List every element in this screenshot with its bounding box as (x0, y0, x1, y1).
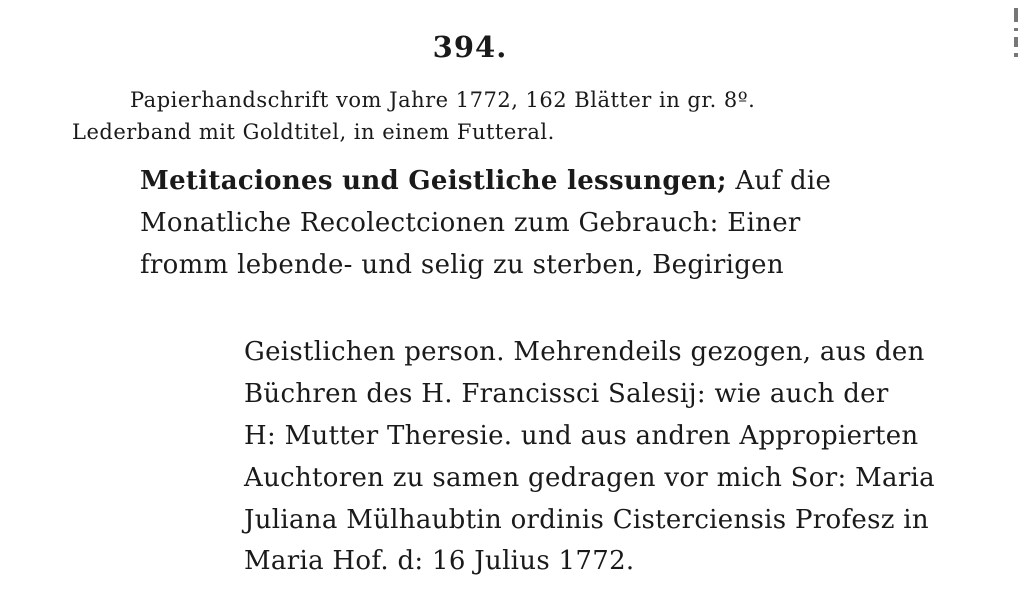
page-number: 394. (432, 30, 508, 64)
body-line-3: H: Mutter Theresie. und aus andren Appropierten (244, 421, 919, 451)
title-line-2: Monatliche Recolectcionen zum Gebrauch: Einer (140, 208, 801, 238)
body-line-6: Maria Hof. d: 16 Julius 1772. (244, 546, 635, 576)
scan-edge-marks (1014, 8, 1020, 68)
body-line-5: Juliana Mülhaubtin ordinis Cisterciensis Profesz in (244, 505, 929, 535)
title-line-1-rest: Auf die (726, 166, 832, 196)
manuscript-description-line-1: Papierhandschrift vom Jahre 1772, 162 Blätter in gr. 8º. (130, 88, 756, 112)
title-line-1 (140, 166, 831, 196)
body-line-2: Büchren des H. Francissci Salesij: wie auch der (244, 379, 889, 409)
manuscript-description-line-2: Lederband mit Goldtitel, in einem Futteral. (72, 120, 555, 144)
title-line-3: fromm lebende- und selig zu sterben, Begirigen (140, 250, 784, 280)
body-line-4: Auchtoren zu samen gedragen vor mich Sor: Maria (244, 463, 935, 493)
bold-title: Metitaciones und Geistliche lessungen; (140, 166, 727, 196)
body-line-1: Geistlichen person. Mehrendeils gezogen, aus den (244, 337, 925, 367)
